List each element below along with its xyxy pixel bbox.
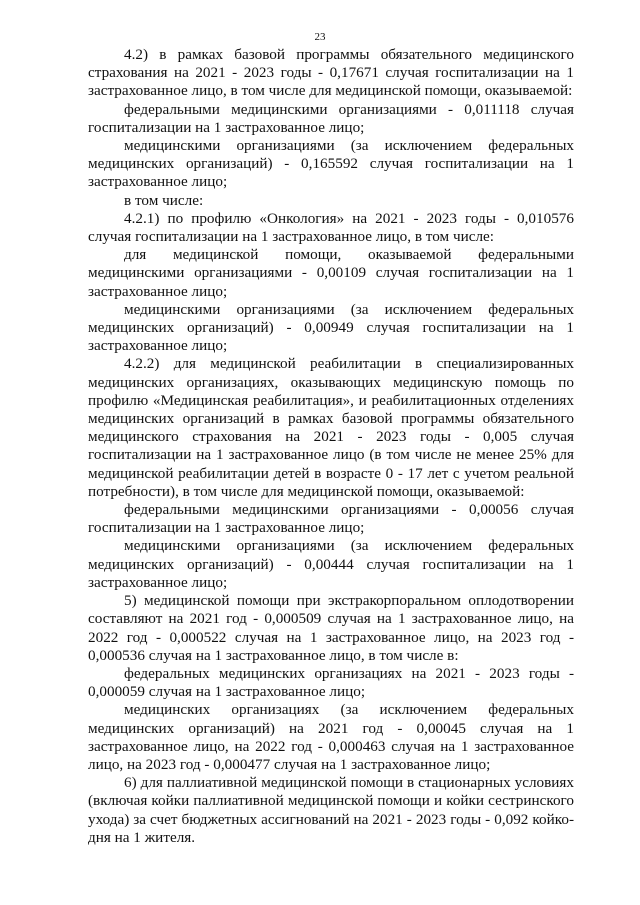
paragraph: медицинских организациях (за исключением федеральных медицинских организаций) на 2021 год - 0,00045 случая на 1 застрахованное лицо, на 2022 год - 0,000463 случая на 1 застрахованное лицо, на 2023 год - 0,000477 случая на 1 застрахованное лицо; bbox=[88, 701, 574, 773]
paragraph: медицинскими организациями (за исключением федеральных медицинских организаций) - 0,00949 случая госпитализации на 1 застрахованное лицо; bbox=[88, 300, 574, 355]
document-body bbox=[88, 46, 574, 847]
paragraph: 4.2) в рамках базовой программы обязательного медицинского страхования на 2021 - 2023 годы - 0,17671 случая госпитализации на 1 застрахованное лицо, в том числе для медицинской помощи, оказываемой: bbox=[88, 46, 574, 100]
paragraph: федеральных медицинских организациях на 2021 - 2023 годы - 0,000059 случая на 1 застрахованное лицо; bbox=[88, 664, 574, 701]
paragraph: медицинскими организациями (за исключением федеральных медицинских организаций) - 0,165592 случая госпитализации на 1 застрахованное лицо; bbox=[88, 137, 574, 191]
paragraph: федеральными медицинскими организациями - 0,011118 случая госпитализации на 1 застрахованное лицо; bbox=[88, 100, 574, 136]
paragraph: медицинскими организациями (за исключением федеральных медицинских организаций) - 0,00444 случая госпитализации на 1 застрахованное лицо; bbox=[88, 537, 574, 591]
paragraph: 6) для паллиативной медицинской помощи в стационарных условиях (включая койки паллиативной медицинской помощи и койки сестринского ухода) за счет бюджетных ассигнований на 2021 - 2023 годы - 0,092 койко-дня на 1 жителя. bbox=[88, 774, 574, 846]
paragraph: 4.2.2) для медицинской реабилитации в специализированных медицинских организациях, оказывающих медицинскую помощь по профилю «Медицинская реабилитация», и реабилитационных отделениях медицинских организаций в рамках базовой программы обязательного медицинского страхования на 2021 - 2023 годы - 0,005 случая госпитализации на 1 застрахованное лицо (в том числе не менее 25% для медицинской реабилитации детей в возрасте 0 - 17 лет с учетом реальной потребности), в том числе для медицинской помощи, оказываемой: bbox=[88, 355, 574, 500]
paragraph: федеральными медицинскими организациями - 0,00056 случая госпитализации на 1 застрахованное лицо; bbox=[88, 501, 574, 537]
page-number: 23 bbox=[314, 31, 326, 43]
paragraph: 5) медицинской помощи при экстракорпоральном оплодотворении составляют на 2021 год - 0,000509 случая на 1 застрахованное лицо, на 2022 год - 0,000522 случая на 1 застрахованное лицо, на 2023 год - 0,000536 случая на 1 застрахованное лицо, в том числе в: bbox=[88, 592, 574, 664]
paragraph: в том числе: bbox=[124, 191, 204, 209]
paragraph: 4.2.1) по профилю «Онкология» на 2021 - 2023 годы - 0,010576 случая госпитализации на 1 застрахованное лицо, в том числе: bbox=[88, 209, 574, 246]
paragraph: для медицинской помощи, оказываемой федеральными медицинскими организациями - 0,00109 случая госпитализации на 1 застрахованное лицо; bbox=[88, 246, 574, 300]
